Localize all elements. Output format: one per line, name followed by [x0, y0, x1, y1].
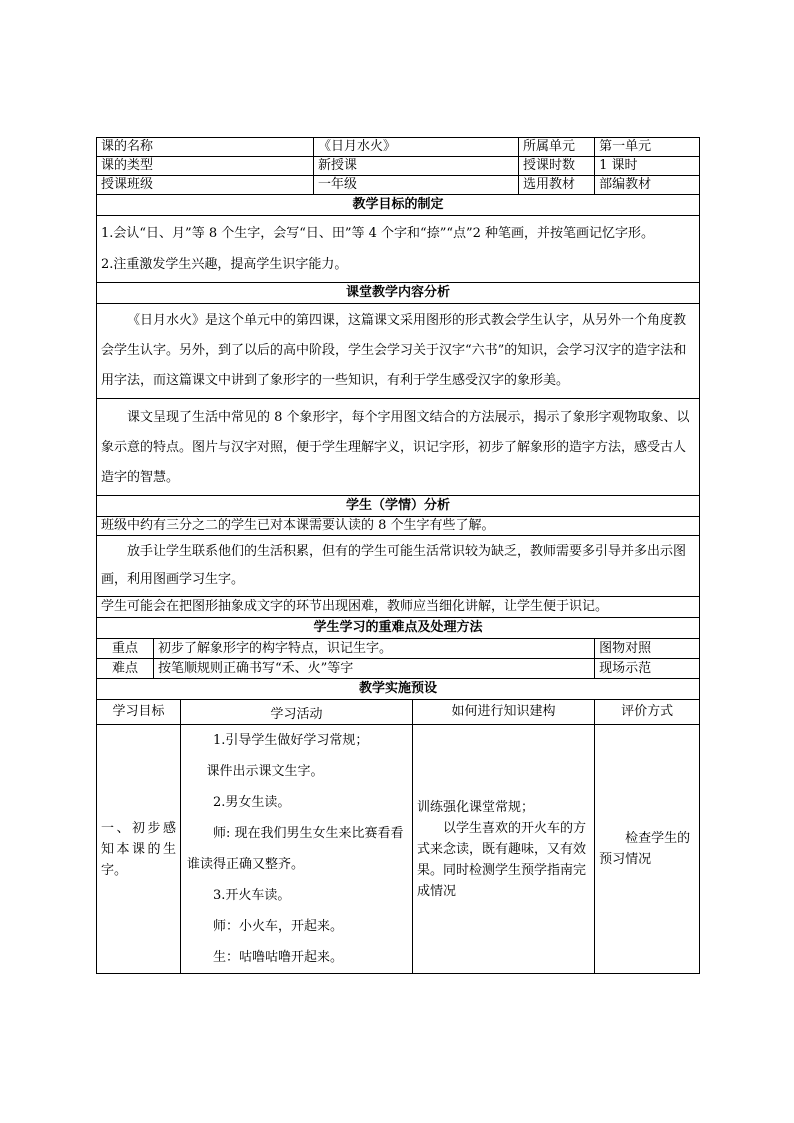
goal-item-2: 2.注重激发学生兴趣，提高学生识字能力。: [101, 257, 348, 272]
type-label: 课的类型: [97, 157, 314, 176]
activity-line: 生：咕噜咕噜开起来。: [213, 950, 344, 965]
implementation-heading: 教学实施预设: [97, 679, 700, 700]
goal-item-1: 1.会认“日、月”等 8 个生字，会写“日、田”等 4 个字和“捺”“点”2 种笔画，并按笔画记忆字形。: [101, 226, 655, 241]
build-line-1: 训练强化课堂常规；: [417, 799, 535, 815]
key-point-method: 图物对照: [595, 639, 700, 659]
hours-value: 1 课时: [595, 157, 700, 176]
info-row-type: [97, 157, 700, 176]
content-analysis-heading: 课堂教学内容分析: [97, 283, 700, 304]
implementation-build: [413, 725, 595, 974]
activity-line: 师: 现在我们男生女生来比赛看看谁读得正确又整齐。: [187, 826, 404, 872]
key-point-content: 初步了解象形字的构字特点，识记生字。: [154, 639, 595, 659]
difficulty-content: 按笔顺规则正确书写“禾、火”等字: [154, 659, 595, 679]
activity-line: 2.男女生读。: [213, 795, 291, 810]
unit-value: 第一单元: [595, 138, 700, 157]
goals-heading: 教学目标的制定: [97, 195, 700, 216]
content-analysis-para-2: 课文呈现了生活中常见的 8 个象形字，每个字用图文结合的方法展示，揭示了象形字观物取象、以象示意的特点。图片与汉字对照，便于学生理解字义，识记字形，初步了解象形的造字方法，感受古人造字的智慧。: [97, 399, 700, 496]
type-value: 新授课: [314, 157, 519, 176]
textbook-value: 部编教材: [595, 176, 700, 195]
col-build-header: 如何进行知识建构: [413, 700, 595, 725]
implementation-column-header: [97, 700, 700, 725]
key-point-label: 重点: [97, 639, 154, 659]
lesson-plan: [96, 137, 699, 974]
student-analysis-heading: 学生（学情）分析: [97, 496, 700, 517]
difficulty-method: 现场示范: [595, 659, 700, 679]
activity-line: 课件出示课文生字。: [206, 764, 324, 779]
activity-line: 师：小火车，开起来。: [213, 919, 344, 934]
activity-line: 1.引导学生做好学习常规；: [213, 733, 369, 748]
hours-label: 授课时数: [519, 157, 595, 176]
student-analysis-line-3: 学生可能会在把图形抽象成文字的环节出现困难，教师应当细化讲解，让学生便于识记。: [97, 597, 700, 618]
col-activity-header: 学习活动: [181, 700, 413, 725]
student-analysis-line-2: 放手让学生联系他们的生活积累，但有的学生可能生活常识较为缺乏，教师需要多引导并多出示图画，利用图画学习生字。: [97, 536, 700, 597]
build-line-2: 以学生喜欢的开火车的方式来念读，既有趣味，又有效果。同时检测学生预学指南完成情况: [417, 820, 587, 899]
key-points-heading: 学生学习的重难点及处理方法: [97, 618, 700, 639]
textbook-label: 选用教材: [519, 176, 595, 195]
col-goal-header: 学习目标: [97, 700, 181, 725]
name-value: 《日月水火》: [314, 138, 519, 157]
implementation-eval: 检查学生的预习情况: [595, 725, 700, 974]
content-analysis-para-1: 《日月水火》是这个单元中的第四课，这篇课文采用图形的形式教会学生认字，从另外一个角度教会学生认字。另外，到了以后的高中阶段，学生会学习关于汉字“六书”的知识，会学习汉字的造字法和用字法，而这篇课文中讲到了象形字的一些知识，有利于学生感受汉字的象形美。: [97, 304, 700, 399]
goals-body: [97, 216, 700, 283]
class-value: 一年级: [314, 176, 519, 195]
col-eval-header: 评价方式: [595, 700, 700, 725]
difficulty-row: [97, 659, 700, 679]
lesson-plan-table: [96, 137, 700, 974]
class-label: 授课班级: [97, 176, 314, 195]
implementation-goal: 一、初步感知本课的生字。: [97, 725, 181, 974]
implementation-activities: [181, 725, 413, 974]
info-row-class: [97, 176, 700, 195]
activity-line: 3.开火车读。: [213, 888, 291, 903]
info-row-name: [97, 138, 700, 157]
key-point-row: [97, 639, 700, 659]
unit-label: 所属单元: [519, 138, 595, 157]
name-label: 课的名称: [97, 138, 314, 157]
implementation-row: [97, 725, 700, 974]
difficulty-label: 难点: [97, 659, 154, 679]
student-analysis-line-1: 班级中约有三分之二的学生已对本课需要认读的 8 个生字有些了解。: [97, 517, 700, 536]
